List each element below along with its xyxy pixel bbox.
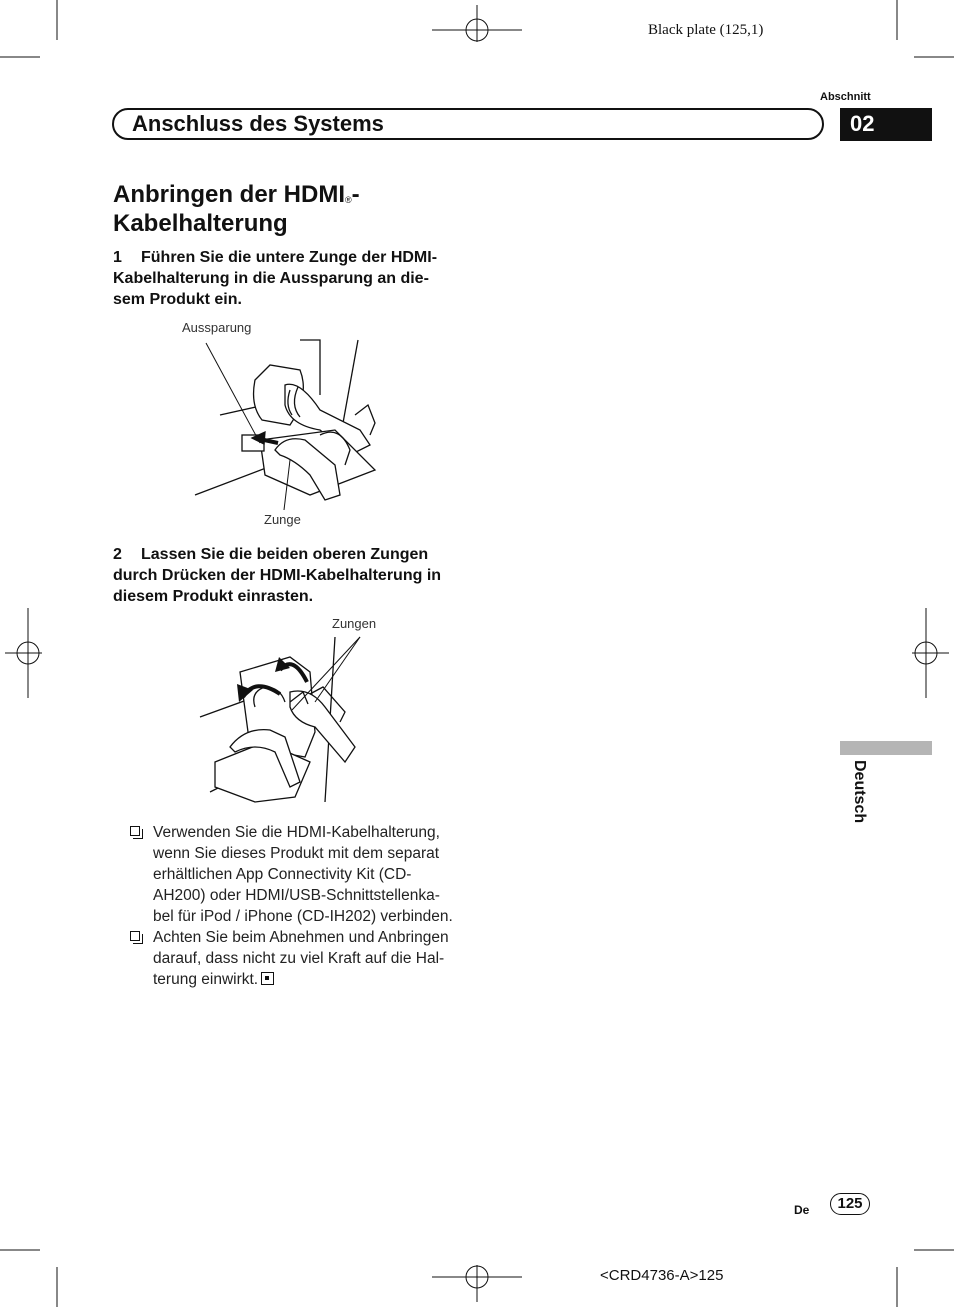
- section-title: Anschluss des Systems: [132, 111, 384, 136]
- step-1-line2: Kabelhalterung in die Aussparung an die-: [113, 270, 429, 287]
- note-1-line3: erhältlichen App Connectivity Kit (CD-: [153, 866, 412, 883]
- title-dash: -: [351, 181, 360, 208]
- figure2-illustration: [195, 632, 375, 807]
- note-2-line2: darauf, dass nicht zu viel Kraft auf die Hal-: [153, 950, 445, 967]
- note-item: [130, 822, 465, 927]
- note-1-line5: bel für iPod / iPhone (CD-IH202) verbinden.: [153, 908, 453, 925]
- step-2: [113, 544, 463, 607]
- figure2-label-zungen: Zungen: [332, 616, 377, 631]
- step-2-line1: Lassen Sie die beiden oberen Zungen: [141, 546, 429, 563]
- figure1-label-zunge: Zunge: [264, 512, 301, 527]
- section-number: 02: [850, 111, 875, 136]
- note-2-line1: Achten Sie beim Abnehmen und Anbringen: [153, 929, 449, 946]
- language-tab: [840, 741, 932, 755]
- checkbox-bullet-icon: [130, 826, 140, 836]
- notes-list: [130, 822, 465, 990]
- step-1-line1: Führen Sie die untere Zunge der HDMI-: [141, 249, 438, 266]
- plate-label: Black plate (125,1): [648, 22, 764, 38]
- title-part1: Anbringen der HDMI: [113, 181, 345, 208]
- step-2-line3: diesem Produkt einrasten.: [113, 588, 314, 605]
- note-1-line2: wenn Sie dieses Produkt mit dem separat: [153, 845, 440, 862]
- step-2-number: 2: [113, 546, 122, 563]
- figure1-label-aussparung: Aussparung: [182, 320, 252, 335]
- doc-code: <CRD4736-A>125: [600, 1267, 724, 1284]
- registered-mark: ®: [345, 195, 352, 205]
- checkbox-bullet-icon: [130, 931, 140, 941]
- language-label: Deutsch: [851, 760, 868, 824]
- note-1-line4: AH200) oder HDMI/USB-Schnittstellenka-: [153, 887, 440, 904]
- figure1-leader-lines: [200, 335, 340, 535]
- step-2-line2: durch Drücken der HDMI-Kabelhalterung in: [113, 567, 442, 584]
- end-mark-icon: [261, 972, 274, 985]
- page-title: [113, 180, 473, 238]
- step-1: [113, 247, 463, 310]
- abschnitt-label: Abschnitt: [820, 91, 871, 103]
- title-line2: Kabelhalterung: [113, 210, 288, 237]
- note-2-line3: terung einwirkt.: [153, 971, 259, 988]
- note-1-line1: Verwenden Sie die HDMI-Kabelhalterung,: [153, 824, 440, 841]
- step-1-line3: sem Produkt ein.: [113, 291, 242, 308]
- step-1-number: 1: [113, 249, 122, 266]
- footer-lang-code: De: [794, 1203, 810, 1217]
- page-number: 125: [830, 1193, 870, 1215]
- note-item: [130, 927, 465, 990]
